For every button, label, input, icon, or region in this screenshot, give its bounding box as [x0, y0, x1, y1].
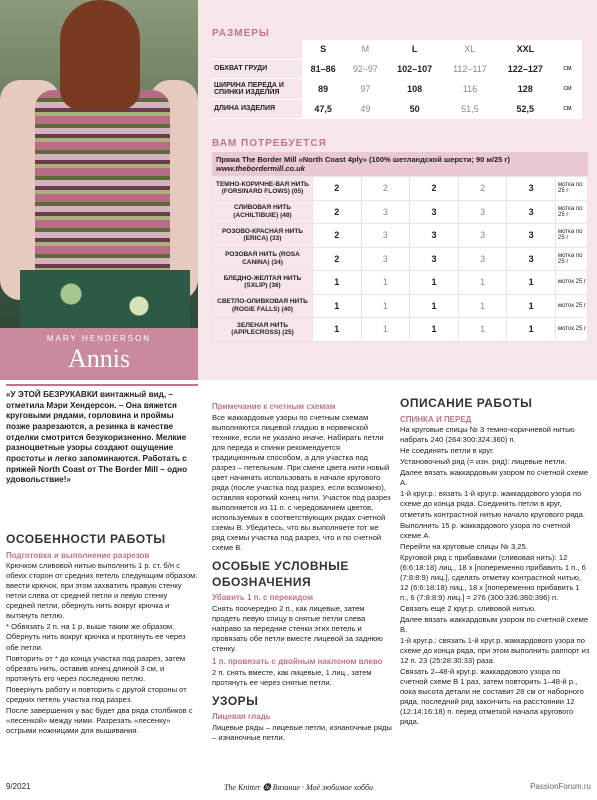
yarn-label: ЗЕЛЕНАЯ НИТЬ (APPLECROSS) (25) [213, 318, 313, 342]
paragraph: 1-й круг.р.: связать 1-й круг.р. жаккардового узора по схеме до конца ряда, при этом выполнить раппорт из 12 п. 23 (25:28:30:33) раза. [400, 635, 590, 665]
yarn-qty: 3 [361, 224, 410, 248]
yarn-qty: 3 [410, 247, 459, 271]
yarn-qty: 1 [361, 271, 410, 295]
column-notes [212, 402, 392, 744]
size-value: 108 [386, 78, 442, 99]
size-unit: см [554, 99, 582, 118]
yarn-unit: мотка по 25 г [556, 224, 588, 248]
yarn-qty: 2 [458, 177, 507, 201]
notes-subheading: Примечание к счетным схемам [212, 402, 336, 411]
paragraph: Перейти на круговые спицы № 3,25. [400, 541, 528, 551]
yarn-label: СЛИВОВАЯ НИТЬ (ACHILTIBUIE) (48) [213, 200, 313, 224]
sizes-row [212, 78, 582, 99]
yarn-qty: 1 [410, 318, 459, 342]
yarn-qty: 1 [507, 294, 556, 318]
size-value: 89 [302, 78, 344, 99]
issue-number: 9/2021 [6, 782, 31, 791]
paragraph: Круговой ряд с прибавками (сливовая нить): 12 (6:6:18:18) лиц., 18 х [попеременно прибавить 1 п., 6 (7:8:8:9) лиц.], сделать отметку контрастной нитью, 12 (6:6:18:18) лиц., 18 х [попеременно прибавить 1 п., 6 (7:8:8:9) лиц.] = 276 (300:336:360:396) п. [400, 552, 586, 602]
photo-hair [60, 0, 140, 110]
yarn-qty: 2 [410, 177, 459, 201]
photo-vest [35, 90, 170, 275]
magazine-title: The Knitter ⓰ Вязание · Моё любимое хобби [223, 783, 374, 792]
size-header: XXL [497, 40, 553, 59]
sizes-row-label: ШИРИНА ПЕРЕДА И СПИНКИ ИЗДЕЛИЯ [212, 78, 302, 99]
size-value: 92–97 [344, 59, 386, 78]
yarn-qty: 3 [507, 247, 556, 271]
paragraph: Связать 2–48-й круг.р. жаккардового узора по счетной схеме В 1 раз, затем повторить 1–48-й р., пока высота детали не составит 28 см от наборного ряда, последний ряд закончить на расстоянии 12 (12:14:16:18) п. перед отметкой начала кругового ряда. [400, 666, 584, 726]
yarn-unit: мотка по 25 г [556, 200, 588, 224]
yarn-unit: моток 25 г [556, 271, 588, 295]
paragraph: Не соединять петли в круг. [400, 446, 495, 456]
features-heading: ОСОБЕННОСТИ РАБОТЫ [6, 532, 166, 546]
paragraph: * Обвязать 2 п. на 1 р. выше таким же образом. Обернуть нить вокруг крючка и протянуть ее через обе петли. [6, 622, 186, 652]
size-value: 52,5 [497, 99, 553, 118]
author-name: MARY HENDERSON [46, 334, 152, 343]
yarn-table-box [212, 152, 588, 342]
size-value: 122–127 [497, 59, 553, 78]
paragraph: Все жаккардовые узоры по счетным схемам выполняются лицевой гладью в норвежской технике, если не указано иначе. Набирать петли для переда и спинки рекомендуется традиционным способом, а для участка под разрез – петельным. При смене цвета нити новый цвет начинать использовать в начале кругового ряда (после участка под разрез, если возможно), оставляя короткий конец нити. Участок под разрез выполняется из 11 п. с чередованием цветов, используемых в соответствующих рядах счетной схемы В. Убедитесь, что вы выполняете тот же ряд схемы участка под разрез, что и по счетной схеме В. [212, 412, 391, 552]
yarn-label: РОЗОВАЯ НИТЬ (ROSA CANINA) (34) [213, 247, 313, 271]
yarn-qty: 1 [361, 294, 410, 318]
yarn-label: ТЕМНО-КОРИЧНЕ-ВАЯ НИТЬ (FORSINARD FLOWS) (05) [213, 177, 313, 201]
paragraph: Повернуть работу и повторить с другой стороны от средних петель участка под разрез. [6, 684, 187, 704]
yarn-table [212, 176, 588, 342]
size-value: 49 [344, 99, 386, 118]
yarn-title [212, 152, 588, 176]
abbrev-subheading: 1 п. провязать с двойным наклоном влево [212, 657, 383, 667]
paragraph: Связать еще 2 круг.р. сливовой нитью. [400, 603, 537, 613]
yarn-qty: 1 [458, 318, 507, 342]
size-header: L [386, 40, 442, 59]
yarn-qty: 1 [410, 271, 459, 295]
yarn-qty: 1 [507, 271, 556, 295]
size-unit: см [554, 78, 582, 99]
yarn-qty: 2 [361, 177, 410, 201]
sizes-row-label: ДЛИНА ИЗДЕЛИЯ [212, 99, 302, 118]
paragraph: Установочный ряд (= изн. ряд): лицевые петли. [400, 457, 567, 467]
sizes-table [212, 40, 582, 119]
sizes-row-label: ОБХВАТ ГРУДИ [212, 59, 302, 78]
product-photo [0, 0, 198, 328]
yarn-qty: 3 [507, 177, 556, 201]
paragraph: На круговые спицы № 3 темно-коричневой нитью набрать 240 (264:300:324:360) п. [400, 425, 575, 445]
size-unit: см [554, 59, 582, 78]
abbrev-subheading: Убавить 1 п. с перекидом [212, 593, 313, 603]
yarn-row [213, 224, 588, 248]
size-value: 50 [386, 99, 442, 118]
paragraph: 1-й круг.р.: вязать 1-й круг.р. жаккардового узора по схеме до конца ряда. Соединить петли в круг, отметить контрастной нитью начало кругового ряда. [400, 489, 585, 519]
yarn-qty: 2 [313, 247, 362, 271]
yarn-row [213, 294, 588, 318]
yarn-qty: 2 [313, 200, 362, 224]
yarn-unit: мотка по 25 г [556, 177, 588, 201]
features-subheading: Подготовка и выполнение разрезов [6, 550, 150, 560]
yarn-label: РОЗОВО-КРАСНАЯ НИТЬ (ERICA) (33) [213, 224, 313, 248]
paragraph: Выполнить 15 р. жаккардового узора по счетной схеме А. [400, 520, 571, 540]
yarn-qty: 1 [458, 294, 507, 318]
paragraph: Далее вязать жаккардовым узором по счетной схеме В. [400, 614, 589, 634]
size-value: 112–117 [443, 59, 497, 78]
yarn-qty: 2 [313, 224, 362, 248]
yarn-qty: 1 [458, 271, 507, 295]
sizes-heading: РАЗМЕРЫ [212, 28, 270, 39]
paragraph: Далее вязать жаккардовым узором по счетной схеме А. [400, 468, 589, 488]
yarn-row [213, 247, 588, 271]
yarn-qty: 1 [313, 294, 362, 318]
paragraph: После завершения у вас будет два ряда столбиков с «лесенкой» между ними. Разрезать «лесенку» острыми ножницами для вышивания. [6, 705, 193, 735]
yarn-qty: 3 [361, 200, 410, 224]
column-features [6, 526, 198, 737]
yarn-qty: 1 [410, 294, 459, 318]
sizes-header-row [212, 40, 582, 59]
yarn-row [213, 271, 588, 295]
size-value: 97 [344, 78, 386, 99]
yarn-row [213, 318, 588, 342]
size-value: 47,5 [302, 99, 344, 118]
paragraph: Повторить от * до конца участка под разрез, затем обрезать нить, оставив конец длиной 3 см, и протянуть его через последнюю петлю. [6, 653, 186, 683]
yarn-title-text: Пряжа The Border Mill «North Coast 4ply» (100% шетландской шерсти; 90 м/25 г) [216, 155, 511, 164]
yarn-label: БЛЕДНО-ЖЕЛТАЯ НИТЬ (SXLIP) (36) [213, 271, 313, 295]
title-banner [0, 328, 198, 380]
yarn-qty: 3 [507, 200, 556, 224]
patterns-subheading: Лицевая гладь [212, 712, 271, 722]
yarn-qty: 1 [507, 318, 556, 342]
column-instructions [400, 394, 590, 728]
yarn-qty: 3 [458, 224, 507, 248]
yarn-url: www.thebordermill.co.uk [216, 164, 305, 173]
yarn-row [213, 177, 588, 201]
yarn-qty: 3 [410, 200, 459, 224]
yarn-heading: ВАМ ПОТРЕБУЕТСЯ [212, 138, 327, 149]
photo-skirt [20, 270, 190, 328]
size-value: 116 [443, 78, 497, 99]
size-value: 128 [497, 78, 553, 99]
yarn-qty: 3 [361, 247, 410, 271]
paragraph: Крючком сливовой нитью выполнить 1 р. ст. б/н с обеих сторон от средних петель следующим образом: ввести крючок, при этом захватить правую стенку петли слева от средней петли и левую стенку средней петли, обернуть нить вокруг крючка и вытянуть петлю. [6, 561, 198, 621]
instructions-heading: ОПИСАНИЕ РАБОТЫ [400, 396, 533, 410]
yarn-qty: 1 [313, 318, 362, 342]
yarn-row [213, 200, 588, 224]
size-header: M [344, 40, 386, 59]
size-header: S [302, 40, 344, 59]
abbrev-heading: ОСОБЫЕ УСЛОВНЫЕ ОБОЗНАЧЕНИЯ [212, 558, 349, 589]
sizes-row [212, 59, 582, 78]
pattern-name: Annis [67, 344, 131, 373]
size-header: XL [443, 40, 497, 59]
paragraph: 2 п. снять вместе, как лицевые, 1 лиц., затем протянуть ее через снятые петли. [212, 667, 372, 687]
yarn-qty: 3 [458, 200, 507, 224]
yarn-qty: 3 [507, 224, 556, 248]
designer-quote: «У ЭТОЙ БЕЗРУКАВКИ винтажный вид, – отметила Мэри Хендерсон. – Она вяжется круговыми рядами, горловина и проймы позже разрезаются, а резинка в качестве отделки смотрится безукоризненно. Мелкие разноцветные узоры создают ощущение простоты и легко запоминаются. Работать с пряжей North Coast от The Border Mill – одно удовольствие!» [6, 384, 198, 486]
yarn-label: СВЕТЛО-ОЛИВКОВАЯ НИТЬ (ROGIE FALLS) (40) [213, 294, 313, 318]
paragraph: Снять поочередно 2 п., как лицевые, затем продеть левую спицу в снятые петли слева направо за передние стенки этих петель и провязать обе петли вместе лицевой за заднюю стенку. [212, 603, 383, 654]
paragraph: Лицевые ряды – лицевые петли, изнаночные ряды – изнаночные петли. [212, 723, 392, 743]
yarn-unit: мотка по 25 г [556, 247, 588, 271]
instructions-subheading: СПИНКА И ПЕРЕД [400, 414, 472, 424]
yarn-qty: 2 [313, 177, 362, 201]
size-value: 51,5 [443, 99, 497, 118]
sizes-row [212, 99, 582, 118]
site-watermark: PassionForum.ru [530, 782, 591, 791]
yarn-unit: моток 25 г [556, 294, 588, 318]
page-footer [0, 776, 597, 800]
yarn-qty: 1 [361, 318, 410, 342]
yarn-unit: моток 25 г [556, 318, 588, 342]
size-value: 81–86 [302, 59, 344, 78]
size-value: 102–107 [386, 59, 442, 78]
yarn-qty: 1 [313, 271, 362, 295]
yarn-qty: 3 [410, 224, 459, 248]
patterns-heading: УЗОРЫ [212, 693, 259, 708]
yarn-qty: 3 [458, 247, 507, 271]
